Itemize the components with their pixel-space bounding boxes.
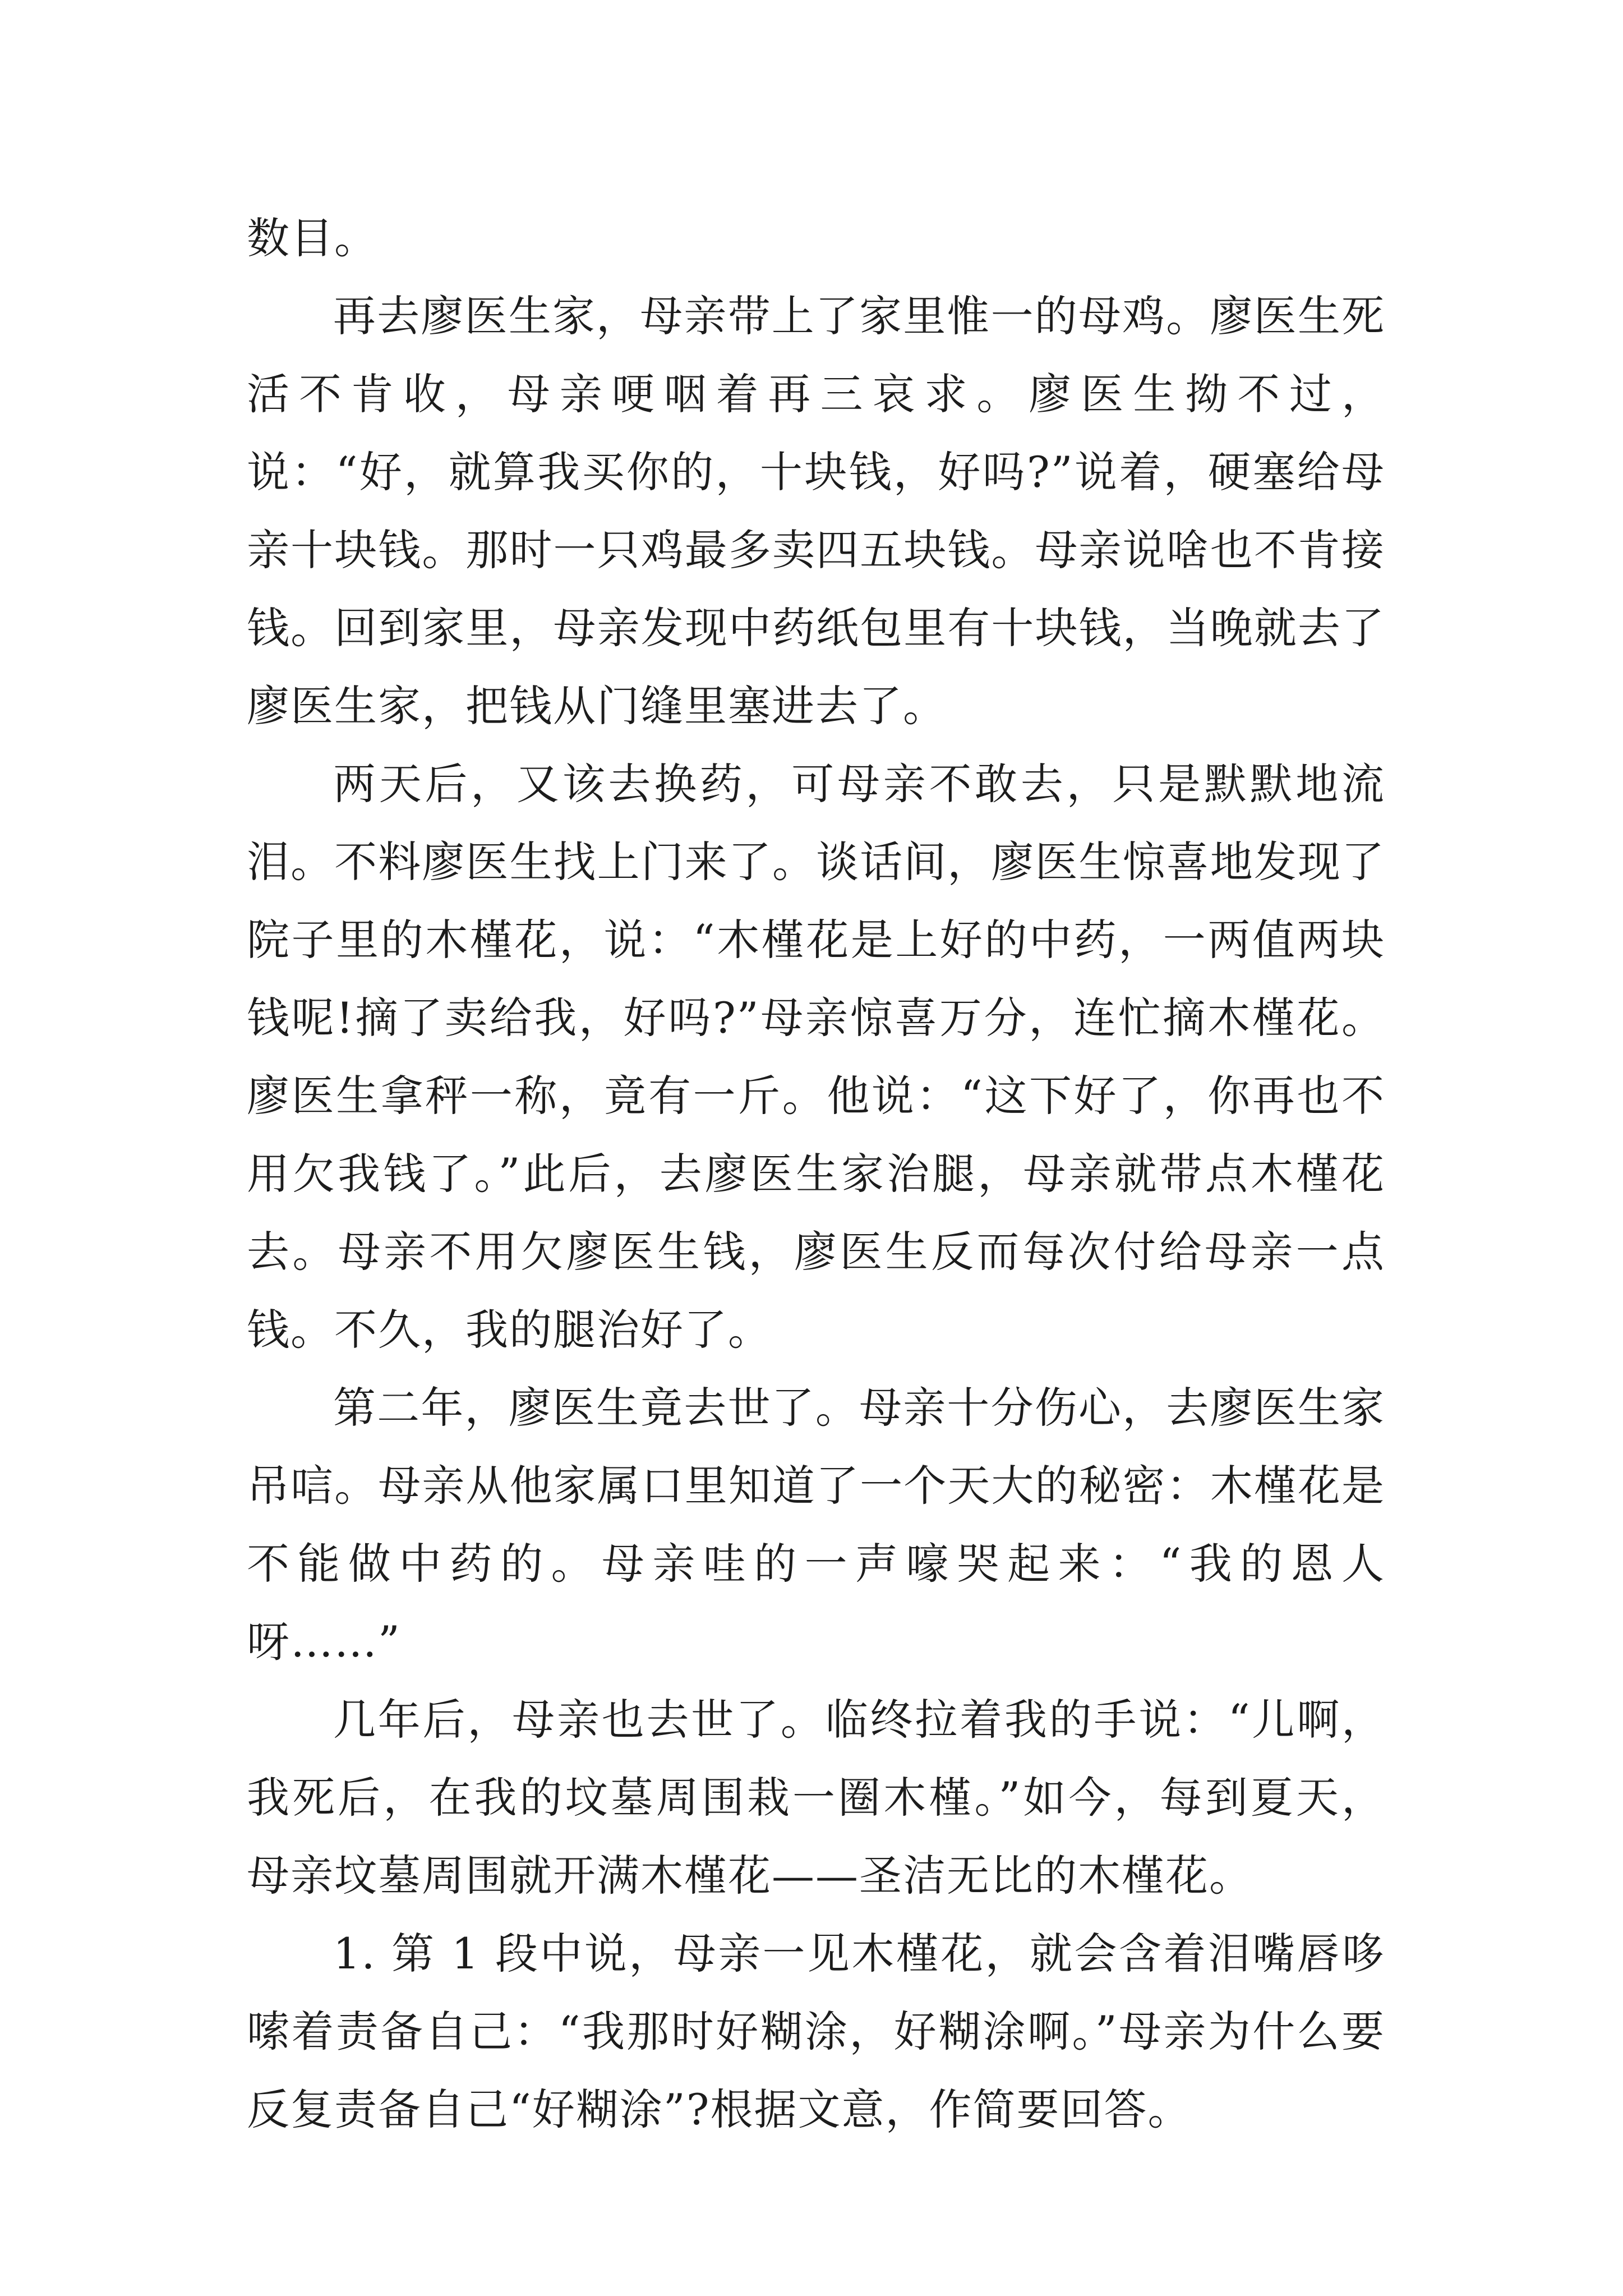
- passage-body: [247, 199, 1385, 2148]
- question-1: 1. 第 1 段中说，母亲一见木槿花，就会含着泪嘴唇哆嗦着责备自己：“我那时好糊涂，好糊涂啊。”母亲为什么要反复责备自己“好糊涂”?根据文意，作简要回答。: [247, 1929, 1385, 2134]
- paragraph-doctor-death: 第二年，廖医生竟去世了。母亲十分伤心，去廖医生家吊唁。母亲从他家属口里知道了一个天大的秘密：木槿花是不能做中药的。母亲哇的一声嚎哭起来：“我的恩人呀……”: [247, 1383, 1385, 1667]
- paragraph-hen-gift: 再去廖医生家，母亲带上了家里惟一的母鸡。廖医生死活不肯收，母亲哽咽着再三哀求。廖医生拗不过，说：“好，就算我买你的，十块钱，好吗?”说着，硬塞给母亲十块钱。那时一只鸡最多卖四五块钱。母亲说啥也不肯接钱。回到家里，母亲发现中药纸包里有十块钱，当晚就去了廖医生家，把钱从门缝里塞进去了。: [247, 291, 1385, 731]
- paragraph-hibiscus-purchase: 两天后，又该去换药，可母亲不敢去，只是默默地流泪。不料廖医生找上门来了。谈话间，廖医生惊喜地发现了院子里的木槿花，说：“木槿花是上好的中药，一两值两块钱呢!摘了卖给我，好吗?”母亲惊喜万分，连忙摘木槿花。廖医生拿秤一称，竟有一斤。他说：“这下好了，你再也不用欠我钱了。”此后，去廖医生家治腿，母亲就带点木槿花去。母亲不用欠廖医生钱，廖医生反而每次付给母亲一点钱。不久，我的腿治好了。: [247, 759, 1385, 1355]
- paragraph-continuation: 数目。: [247, 213, 378, 263]
- paragraph-mother-death: 几年后，母亲也去世了。临终拉着我的手说：“儿啊，我死后，在我的坟墓周围栽一圈木槿。”如今，每到夏天，母亲坟墓周围就开满木槿花——圣洁无比的木槿花。: [247, 1695, 1385, 1901]
